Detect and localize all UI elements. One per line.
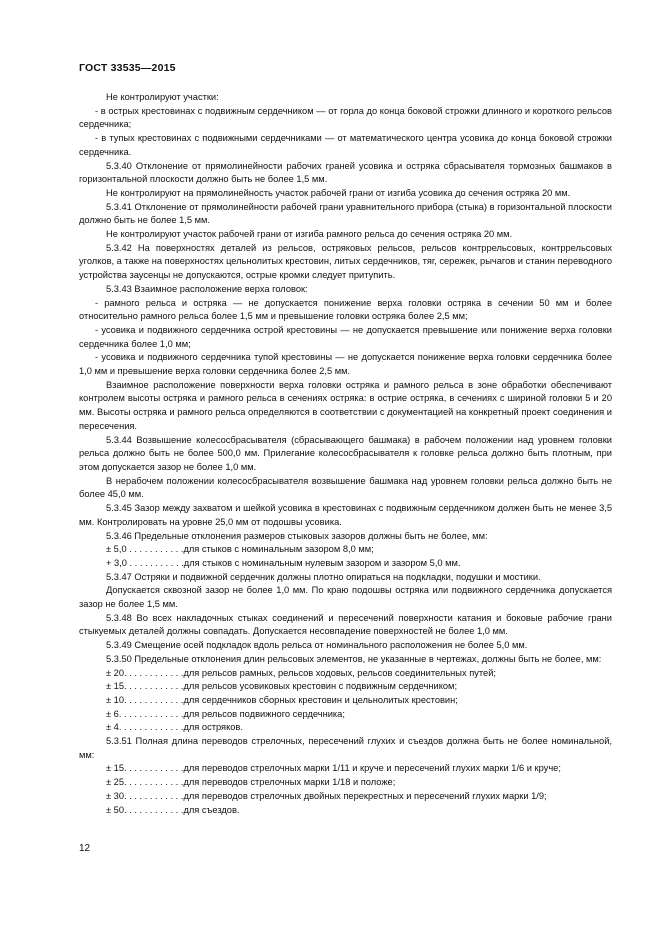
tolerance-value: ± 15. . . . . . . . . . . .	[106, 763, 184, 774]
tolerance-row	[79, 667, 612, 681]
paragraph: Взаимное расположение поверхности верха головки остряка и рамного рельса в зоне обработки обеспечивают контролем высоты остряка и рамного рельса в сечениях остряка: в острие остряка, в сечениях с шириной головки 5 и 20 мм. Высоты остряка и рамного рельса определяются в соответствии с документацией на конкретный проект соединения и пересечения.	[79, 379, 612, 431]
paragraph: 5.3.40 Отклонение от прямолинейности рабочих граней усовика и остряка сбрасывателя тормозных башмаков в горизонтальной плоскости должно быть не более 1,5 мм.	[79, 160, 612, 185]
paragraph: В нерабочем положении колесосбрасывателя возвышение башмака над уровнем головки рельса должно быть не более 45,0 мм.	[79, 475, 612, 500]
paragraph: Не контролируют участок рабочей грани от изгиба рамного рельса до сечения остряка 20 мм.	[106, 229, 513, 240]
tolerance-value: + 3,0 . . . . . . . . . . .	[106, 557, 184, 568]
paragraph: Не контролируют на прямолинейность участок рабочей грани от изгиба усовика до сечения остряка 20 мм.	[106, 187, 571, 198]
page-number: 12	[79, 843, 91, 854]
tolerance-row	[79, 776, 612, 790]
list-item: - в тупых крестовинах с подвижными сердечниками — от математического центра усовика до конца боковой строжки сердечника.	[79, 133, 612, 157]
tolerance-row	[79, 762, 612, 776]
document-body	[79, 91, 612, 817]
tolerance-row	[79, 708, 612, 722]
tolerance-description: для остряков.	[183, 722, 243, 733]
tolerance-value: ± 20. . . . . . . . . . . .	[106, 667, 184, 678]
tolerance-value: ± 6. . . . . . . . . . . . .	[106, 708, 184, 719]
tolerance-description: для стыков с номинальным зазором 8,0 мм;	[183, 544, 374, 555]
list-item: - в острых крестовинах с подвижным сердечником — от горла до конца боковой строжки длинного и короткого рельсов сердечника;	[79, 105, 612, 130]
tolerance-row	[79, 721, 612, 735]
tolerance-description: для стыков с номинальным нулевым зазором и зазором 5,0 мм.	[183, 557, 461, 568]
list-item: - усовика и подвижного сердечника острой крестовины — не допускается превышение или понижение верха головки сердечника более 1,0 мм;	[79, 324, 612, 349]
tolerance-row	[79, 694, 612, 708]
document-code-header: ГОСТ 33535—2015	[79, 62, 176, 74]
list-item: - рамного рельса и остряка — не допускается понижение верха головки остряка в сечении 50 мм и более относительно рамного рельса более 1,5 мм и превышение головки остряка более 2,5 мм;	[79, 297, 612, 322]
tolerance-row	[79, 543, 612, 557]
tolerance-description: для рельсов рамных, рельсов ходовых, рельсов соединительных путей;	[183, 667, 496, 678]
tolerance-description: для рельсов подвижного сердечника;	[183, 708, 345, 719]
paragraph: 5.3.41 Отклонение от прямолинейности рабочей грани уравнительного прибора (стыка) в горизонтальной плоскости должно быть не более 1,5 мм.	[79, 201, 612, 226]
tolerance-value: ± 5,0 . . . . . . . . . . .	[106, 544, 184, 555]
paragraph: Не контролируют участки:	[106, 92, 219, 102]
paragraph: 5.3.43 Взаимное расположение верха головок:	[106, 283, 308, 294]
tolerance-value: ± 30. . . . . . . . . . . .	[106, 790, 184, 801]
tolerance-value: ± 25. . . . . . . . . . . .	[106, 777, 184, 788]
paragraph: Допускается сквозной зазор не более 1,0 мм. По краю подошвы остряка или подвижного сердечника допускается зазор не более 1,5 мм.	[79, 585, 612, 610]
paragraph: 5.3.45 Зазор между захватом и шейкой усовика в крестовинах с подвижным сердечником должен быть не менее 3,5 мм. Контролировать на уровне 25,0 мм от подошвы усовика.	[79, 503, 612, 527]
paragraph: 5.3.46 Предельные отклонения размеров стыковых зазоров должны быть не более, мм:	[106, 530, 488, 541]
tolerance-description: для съездов.	[183, 804, 240, 815]
tolerance-value: ± 10. . . . . . . . . . . .	[106, 694, 184, 705]
tolerance-description: для переводов стрелочных двойных перекрестных и пересечений глухих марки 1/9;	[183, 790, 547, 801]
paragraph: 5.3.48 Во всех накладочных стыках соединений и пересечений поверхности катания и боковые рабочие грани стыкуемых деталей должны совпадать. Допускается несовпадение поверхностей не более 1,0 мм.	[79, 612, 612, 637]
list-item: - усовика и подвижного сердечника тупой крестовины — не допускается понижение верха головки сердечника более 1,0 мм и превышение верха головки сердечника более 2,5 мм.	[79, 352, 612, 377]
tolerance-value: ± 4. . . . . . . . . . . . .	[106, 722, 184, 733]
tolerance-row	[79, 557, 612, 571]
tolerance-value: ± 50. . . . . . . . . . . .	[106, 804, 184, 815]
tolerance-value: ± 15. . . . . . . . . . . .	[106, 681, 184, 692]
tolerance-row	[79, 804, 612, 818]
tolerance-row	[79, 790, 612, 804]
tolerance-row	[79, 680, 612, 694]
paragraph: 5.3.47 Остряки и подвижной сердечник должны плотно опираться на подкладки, подушки и мостики.	[106, 571, 541, 582]
paragraph: 5.3.51 Полная длина переводов стрелочных, пересечений глухих и съездов должна быть не более номинальной, мм:	[79, 736, 612, 760]
paragraph: 5.3.49 Смещение осей подкладок вдоль рельса от номинального расположения не более 5,0 мм.	[106, 640, 528, 651]
paragraph: 5.3.44 Возвышение колесосбрасывателя (сбрасывающего башмака) в рабочем положении над уровнем головки рельса должно быть не более 500,0 мм. Прилегание колесосбрасывателя к головке рельса должно быть плотным, при этом допускается зазор не более 1,0 мм.	[79, 434, 612, 472]
tolerance-description: для переводов стрелочных марки 1/18 и положе;	[183, 777, 396, 788]
paragraph: 5.3.42 На поверхностях деталей из рельсов, остряковых рельсов, рельсов контррельсовых, контррельсовых уголков, а также на поверхностях цельнолитых крестовин, литых сердечников, тяг, сережек, рычагов и станин переводного устройства заусенцы не допускаются, острые кромки следует притупить.	[79, 242, 612, 281]
tolerance-description: для переводов стрелочных марки 1/11 и круче и пересечений глухих марки 1/6 и круче;	[183, 763, 561, 774]
paragraph: 5.3.50 Предельные отклонения длин рельсовых элементов, не указанные в чертежах, должны быть не более, мм:	[106, 653, 602, 664]
tolerance-description: для сердечников сборных крестовин и цельнолитых крестовин;	[183, 694, 458, 705]
tolerance-description: для рельсов усовиковых крестовин с подвижным сердечником;	[183, 681, 458, 692]
